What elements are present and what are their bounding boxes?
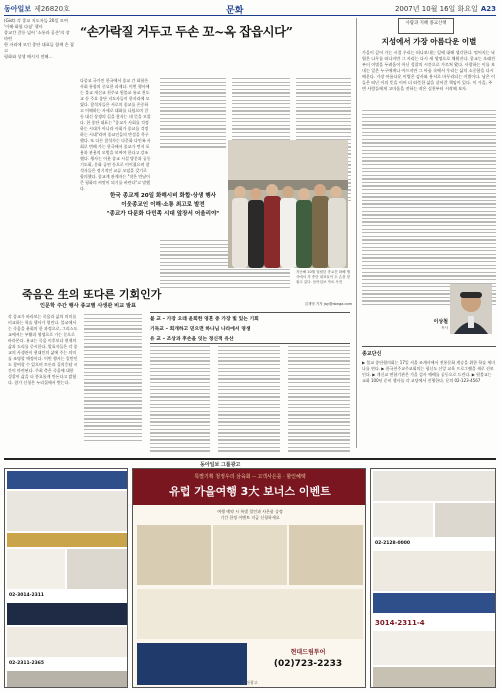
body-column-lines [362, 110, 496, 305]
travel-phone: (02)723-2233 [273, 659, 343, 669]
second-deck: 인문학 주간 행사 종교별 사생관 비교 발표 [40, 303, 137, 309]
author-title: 목사 [441, 326, 448, 330]
sub-headline-2: 이웃종교인 이해·소통 최고로 발전 [121, 202, 205, 208]
body-column-lines [84, 314, 142, 441]
body-column-lines [288, 346, 350, 452]
briefs-body: ▶ 불교 종단협의회는 17일 서울 조계사에서 전통문화 계승을 위한 학술 세미나를 연다. ▶ 한국천주교주교회의는 평신도 신앙 교육 프로그램을 새로 선보인다. ▶ 개신교 연합기관은 가을 감사 예배를 공동으로 드린다. ▶ 원불교는 교화 100년 준비 행사를 각 교당에서 진행한다. 문의 02-123-4567 [362, 360, 495, 383]
right-classified-ads [370, 468, 496, 688]
bottom-brand: 동아광고 [242, 680, 258, 685]
column-body: 가을이 깊어 가는 시절 우리는 떠나보내는 일에 대해 생각한다. 떨어지는 낙엽은 나무를 떠나지만 그 자리는 다시 새 생명으로 채워진다. 종교는 오래전부터 이별을 두려움이 아닌 성찰의 시간으로 가르쳐 왔다. 사랑하는 이를 보내는 일은 누구에게나 아프지만 그 아픔 속에서 우리는 삶의 소중함을 다시 배운다. 가장 아름다운 이별은 감사와 용서로 마무리되는 이별이다. 남은 이들은 떠난 이의 뜻을 이어 더 따뜻한 삶을 살아갈 책임이 있다. 이 가을, 주변 사람들에게 고마움을 전하는 작은 실천부터 시작해 보자. [362, 50, 495, 91]
masthead-date: 2007년 10월 16일 화요일 A23 [394, 5, 496, 13]
ads-top-rule [4, 458, 496, 460]
ad-block [7, 627, 127, 657]
ad-block [213, 525, 287, 585]
ad-block [67, 549, 127, 589]
comparison-line-2: 기독교 – 회개하고 믿으면 하나님 나라에서 영생 [150, 327, 251, 332]
ad-block [373, 503, 433, 537]
body-column-lines [150, 346, 210, 452]
leaders-photo [228, 140, 348, 268]
section-title: 문화 [226, 6, 244, 16]
column-divider [356, 18, 357, 448]
author-name: 이상철 [433, 319, 448, 325]
body-column-lines [160, 78, 226, 148]
travel-ad-subtitle: 특별기획 청정우리 삼육회 -- 고객사은를 · 할인혜택 [194, 474, 306, 480]
left-classified-ads [4, 468, 128, 688]
briefs-header: 종교단신 [362, 351, 382, 357]
ad-block [7, 533, 127, 547]
briefs-rule [362, 346, 496, 347]
ad-block [373, 631, 495, 665]
main-byline: 김재영 기자 jay@donga.com [304, 302, 352, 306]
author-photo-illustration [450, 284, 492, 334]
second-headline: 죽음은 生의 또다른 기회인가 [22, 288, 162, 301]
masthead-paper: 동아일보 제26820호 [4, 5, 70, 13]
comparison-box [150, 312, 350, 344]
ad-block [373, 551, 495, 591]
body-column-lines [218, 346, 280, 452]
page-number: A23 [480, 5, 496, 13]
ad-block [435, 503, 495, 537]
travel-brand: 현대드림투어 [290, 649, 326, 656]
ad-block [137, 589, 363, 639]
ad-block [373, 593, 495, 613]
travel-ad-body: 여행 예약 시 특별 할인과 사은품 증정 기간 한정 이벤트 지금 신청하세요 [217, 509, 283, 520]
leaders-photo-illustration [228, 140, 348, 268]
second-body: 각 종교가 바라보는 죽음과 삶의 의미를 비교하는 학술 행사가 열린다. 불교에서는 죽음을 윤회의 한 과정으로, 그리스도교에서는 부활과 영생으로 가는 문으로 바라본다. 유교는 죽음 이후보다 현재의 삶과 도리를 중시한다. 발표자들은 각 종교의 사생관이 현대인의 삶에 주는 의미를 조명할 예정이다. 이번 행사는 일반인도 참여할 수 있으며 토론과 질의응답 시간이 마련된다. 주최 측은 죽음에 대한 성찰이 삶을 더 풍요롭게 만든다고 밝혔다. 참가 신청은 누리집에서 받는다. [8, 314, 78, 385]
ad-block [373, 667, 495, 687]
ads-header: 동아일보 그룹광고 [200, 462, 241, 468]
ad-block [137, 643, 247, 685]
main-intro: (Gist) 각 종교 지도자들 20일 모여 '이해·화합 다짐' 행사 종교간 갈등 넘어 '소통과 공존'의 장 마련 한 자리에 모인 종단 대표들 함께 손 잡고 평화와 상생 메시지 전해… [4, 18, 74, 59]
ad-block [7, 491, 127, 531]
comparison-line-1: 불 교 – 가장 오래 윤회한 영혼 중 가장 빛 있는 기회 [150, 317, 259, 322]
sub-headlines [88, 192, 238, 236]
travel-ad-title: 유럽 가을여행 3大 보너스 이벤트 [169, 485, 331, 498]
left-phone-2: 02-2311-2365 [9, 661, 45, 666]
right-phone-2: 3014-2311-4 [375, 619, 425, 627]
sub-headline-3: "종교가 다문화 다민족 시대 앞장서 어울리야" [106, 211, 220, 217]
ad-block [7, 549, 65, 589]
travel-ad [132, 468, 366, 688]
ad-block [7, 603, 127, 625]
ad-block [289, 525, 363, 585]
left-phone-1: 02-3014-2311 [9, 593, 45, 598]
author-photo [450, 284, 492, 334]
ad-block [373, 471, 495, 501]
right-phone-1: 02-2128-0000 [375, 541, 411, 546]
main-headline: “손가락질 거두고 두손 꼬~옥 잡읍시다” [80, 24, 293, 39]
column-headline: 지성에서 가장 아름다운 이별 [381, 37, 477, 46]
main-body: 다종교 국가인 한국에서 종교 간 화합은 사회 통합의 중요한 과제다. 이번 행사에는 불교 개신교 천주교 원불교 유교 천도교 등 주요 종단 지도자들이 한자리에 모였다. 참석자들은 서로의 종교를 존중하고 이해하는 자세로 대화를 나눴으며 갈등 대신 상생의 길을 찾자는 데 뜻을 모았다. 한 종단 대표는 "종교가 사회를 걱정하는 시대가 아니라 사회가 종교를 걱정하는 시대"라며 종교인들의 반성을 촉구했다. 또 다른 참석자는 다문화 다민족 사회로 변해 가는 한국에서 종교가 먼저 포용과 관용의 모범을 보여야 한다고 강조했다. 행사는 이웃 종교 시설 방문과 공동 기도회, 문화 공연 등으로 이어졌으며 참석자들은 정기적인 교류 모임을 갖기로 합의했다. 종교계 관계자는 "작은 만남이 큰 평화의 씨앗이 되기를 바란다"고 말했다. [80, 78, 151, 191]
sub-headline-1: 한국 종교계 20일 화해시비 화합·상생 행사 [109, 193, 217, 199]
photo-caption: 지난해 10월 열렸던 종교간 화해 행사에서 각 종단 대표들이 두 손을 맞잡고 있다. 동아일보 자료 사진 [296, 270, 351, 284]
comparison-line-3: 유 교 – 조상과 후손을 잇는 정신적 유산 [150, 337, 234, 342]
ad-block [7, 671, 127, 687]
ad-block [7, 471, 127, 489]
masthead-issue: 제26820호 [34, 5, 70, 13]
masthead [4, 2, 496, 16]
column-kicker: 사람과 지혜 종교산책 [398, 18, 454, 34]
body-column-lines [232, 78, 290, 148]
ad-block [137, 525, 211, 585]
